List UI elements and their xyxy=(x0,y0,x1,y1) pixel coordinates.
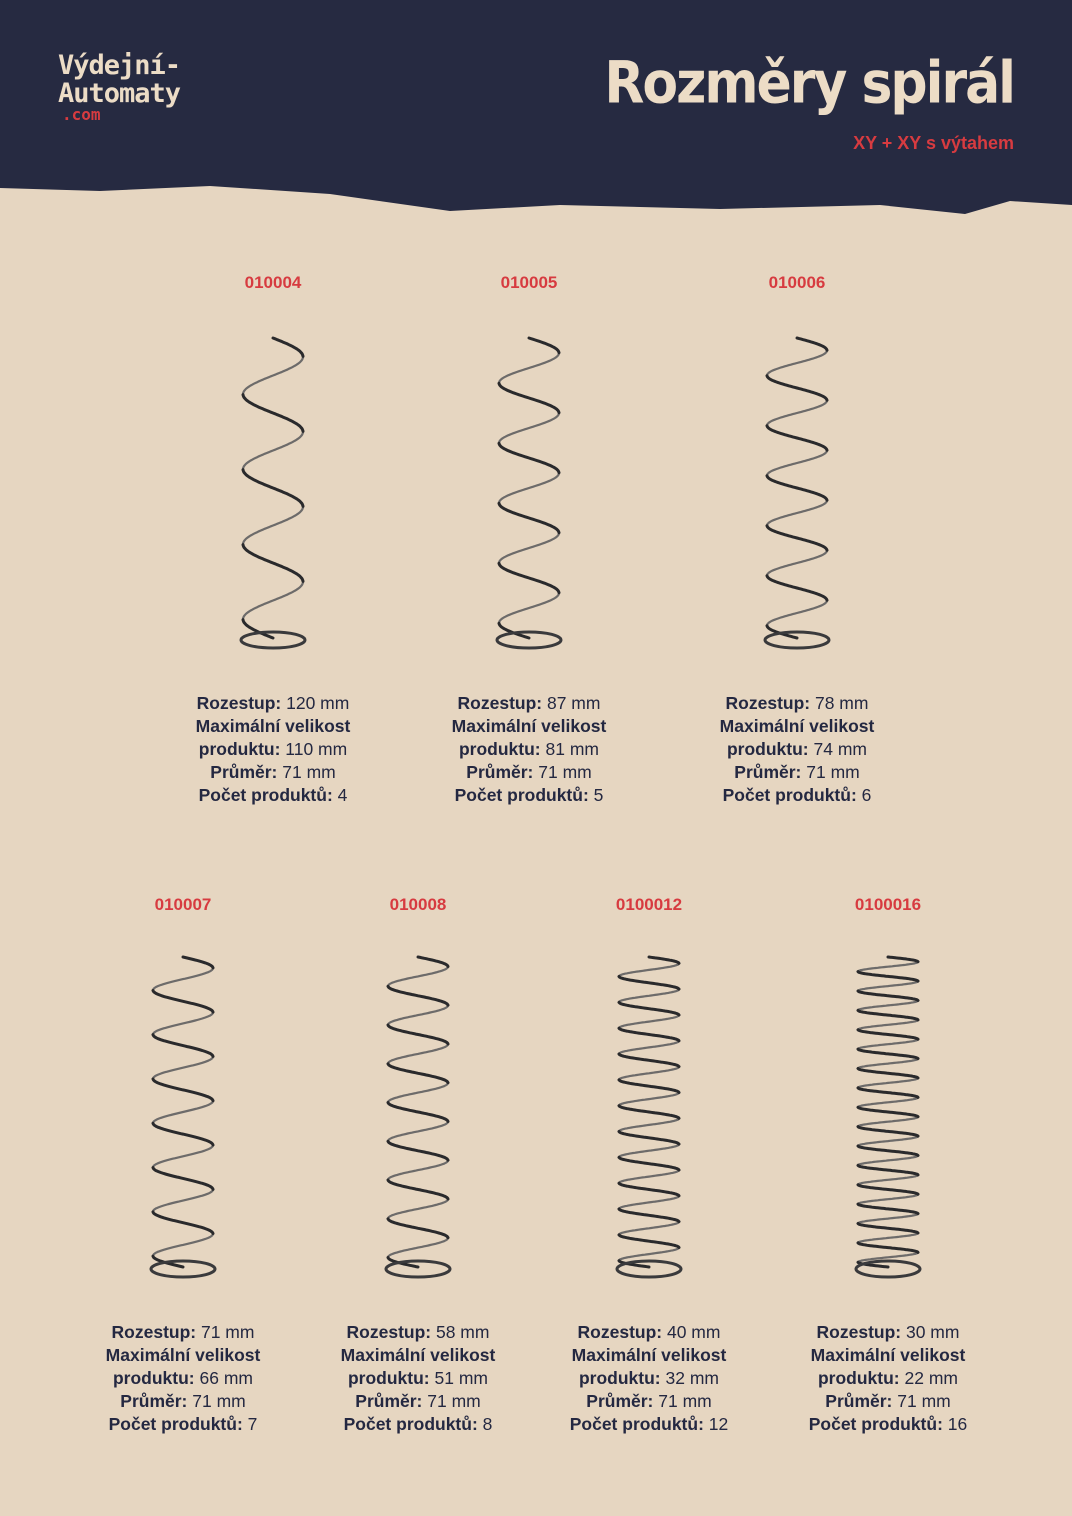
spacing-label: Rozestup: xyxy=(346,1322,432,1342)
max-size-value: 81 mm xyxy=(545,739,599,759)
logo-text-domain: .com xyxy=(62,105,101,124)
spacing-value: 30 mm xyxy=(905,1322,960,1342)
count-value: 12 xyxy=(708,1414,729,1434)
spacing-label: Rozestup: xyxy=(111,1322,197,1342)
spiral-specs xyxy=(158,692,388,807)
count-label: Počet produktů: xyxy=(722,785,857,805)
spring-image xyxy=(742,326,852,656)
count-value: 16 xyxy=(947,1414,968,1434)
spring-front-wire xyxy=(619,957,679,1267)
diameter-label: Průměr: xyxy=(120,1391,188,1411)
spiral-specs xyxy=(773,1321,1003,1436)
diameter-value: 71 mm xyxy=(806,762,860,782)
count-label: Počet produktů: xyxy=(454,785,589,805)
spring-image xyxy=(833,945,943,1285)
max-size-label-cont: produktu: xyxy=(817,1368,900,1388)
count-label: Počet produktů: xyxy=(569,1414,704,1434)
spiral-card xyxy=(68,895,298,1436)
spacing-value: 58 mm xyxy=(435,1322,490,1342)
diameter-value: 71 mm xyxy=(192,1391,246,1411)
spring-base-ring xyxy=(856,1261,920,1277)
spiral-code: 010006 xyxy=(768,273,826,292)
spring-base-ring xyxy=(617,1261,681,1277)
spacing-label: Rozestup: xyxy=(725,693,811,713)
spring-image xyxy=(363,945,473,1285)
spiral-code: 0100012 xyxy=(615,895,683,914)
spiral-specs xyxy=(682,692,912,807)
spring-base-ring xyxy=(765,632,829,648)
spiral-card xyxy=(414,273,644,807)
max-size-label-cont: produktu: xyxy=(347,1368,430,1388)
max-size-label: Maximální velikost xyxy=(105,1345,261,1365)
spiral-specs xyxy=(534,1321,764,1436)
logo-text-line2: Automaty xyxy=(58,78,181,109)
max-size-label: Maximální velikost xyxy=(195,716,351,736)
spring-base-ring xyxy=(241,632,305,648)
spiral-card xyxy=(534,895,764,1436)
spiral-specs xyxy=(68,1321,298,1436)
max-size-value: 51 mm xyxy=(434,1368,488,1388)
spiral-specs xyxy=(414,692,644,807)
spring-front-wire xyxy=(388,957,448,1267)
max-size-label-cont: produktu: xyxy=(198,739,281,759)
max-size-label: Maximální velikost xyxy=(340,1345,496,1365)
spring-back-wire xyxy=(499,353,559,622)
count-value: 4 xyxy=(337,785,348,805)
spacing-label: Rozestup: xyxy=(577,1322,663,1342)
spring-front-wire xyxy=(767,338,827,638)
diameter-value: 71 mm xyxy=(427,1391,481,1411)
spiral-card xyxy=(682,273,912,807)
max-size-label: Maximální velikost xyxy=(810,1345,966,1365)
spring-image xyxy=(128,945,238,1285)
max-size-label-cont: produktu: xyxy=(458,739,541,759)
diameter-label: Průměr: xyxy=(466,762,534,782)
spring-image xyxy=(218,326,328,656)
diameter-value: 71 mm xyxy=(897,1391,951,1411)
max-size-label: Maximální velikost xyxy=(571,1345,727,1365)
diameter-label: Průměr: xyxy=(734,762,802,782)
spiral-code: 010004 xyxy=(244,273,302,292)
spacing-label: Rozestup: xyxy=(816,1322,902,1342)
count-label: Počet produktů: xyxy=(343,1414,478,1434)
spring-base-ring xyxy=(497,632,561,648)
spiral-card xyxy=(303,895,533,1436)
spacing-label: Rozestup: xyxy=(457,693,543,713)
diameter-label: Průměr: xyxy=(210,762,278,782)
spacing-value: 87 mm xyxy=(546,693,601,713)
spiral-code: 0100016 xyxy=(854,895,922,914)
spiral-card xyxy=(773,895,1003,1436)
max-size-label-cont: produktu: xyxy=(578,1368,661,1388)
logo[interactable] xyxy=(58,52,180,123)
count-value: 6 xyxy=(861,785,872,805)
spring-image xyxy=(594,945,704,1285)
spring-base-ring xyxy=(386,1261,450,1277)
spiral-code: 010005 xyxy=(500,273,558,292)
max-size-value: 22 mm xyxy=(904,1368,958,1388)
max-size-value: 74 mm xyxy=(813,739,867,759)
max-size-label-cont: produktu: xyxy=(112,1368,195,1388)
spring-front-wire xyxy=(243,338,303,638)
max-size-label: Maximální velikost xyxy=(451,716,607,736)
spacing-label: Rozestup: xyxy=(196,693,282,713)
spacing-value: 78 mm xyxy=(814,693,869,713)
spring-base-ring xyxy=(151,1261,215,1277)
count-value: 5 xyxy=(593,785,604,805)
count-value: 7 xyxy=(247,1414,258,1434)
diameter-label: Průměr: xyxy=(586,1391,654,1411)
count-label: Počet produktů: xyxy=(808,1414,943,1434)
spiral-code: 010007 xyxy=(154,895,212,914)
max-size-value: 32 mm xyxy=(665,1368,719,1388)
spiral-code: 010008 xyxy=(389,895,447,914)
spiral-card xyxy=(158,273,388,807)
page-title: Rozměry spirál xyxy=(604,50,1014,118)
logo-text-line1: Výdejní- xyxy=(58,50,181,81)
diameter-label: Průměr: xyxy=(825,1391,893,1411)
page-subtitle: XY + XY s výtahem xyxy=(853,133,1014,153)
spring-image xyxy=(474,326,584,656)
count-label: Počet produktů: xyxy=(198,785,333,805)
count-label: Počet produktů: xyxy=(108,1414,243,1434)
max-size-label-cont: produktu: xyxy=(726,739,809,759)
diameter-value: 71 mm xyxy=(282,762,336,782)
diameter-value: 71 mm xyxy=(658,1391,712,1411)
spring-back-wire xyxy=(153,968,213,1255)
spacing-value: 40 mm xyxy=(666,1322,721,1342)
spiral-specs xyxy=(303,1321,533,1436)
diameter-label: Průměr: xyxy=(355,1391,423,1411)
max-size-value: 66 mm xyxy=(199,1368,253,1388)
max-size-label: Maximální velikost xyxy=(719,716,875,736)
spacing-value: 120 mm xyxy=(286,693,350,713)
spacing-value: 71 mm xyxy=(200,1322,255,1342)
max-size-value: 110 mm xyxy=(285,739,348,759)
count-value: 8 xyxy=(482,1414,493,1434)
diameter-value: 71 mm xyxy=(538,762,592,782)
